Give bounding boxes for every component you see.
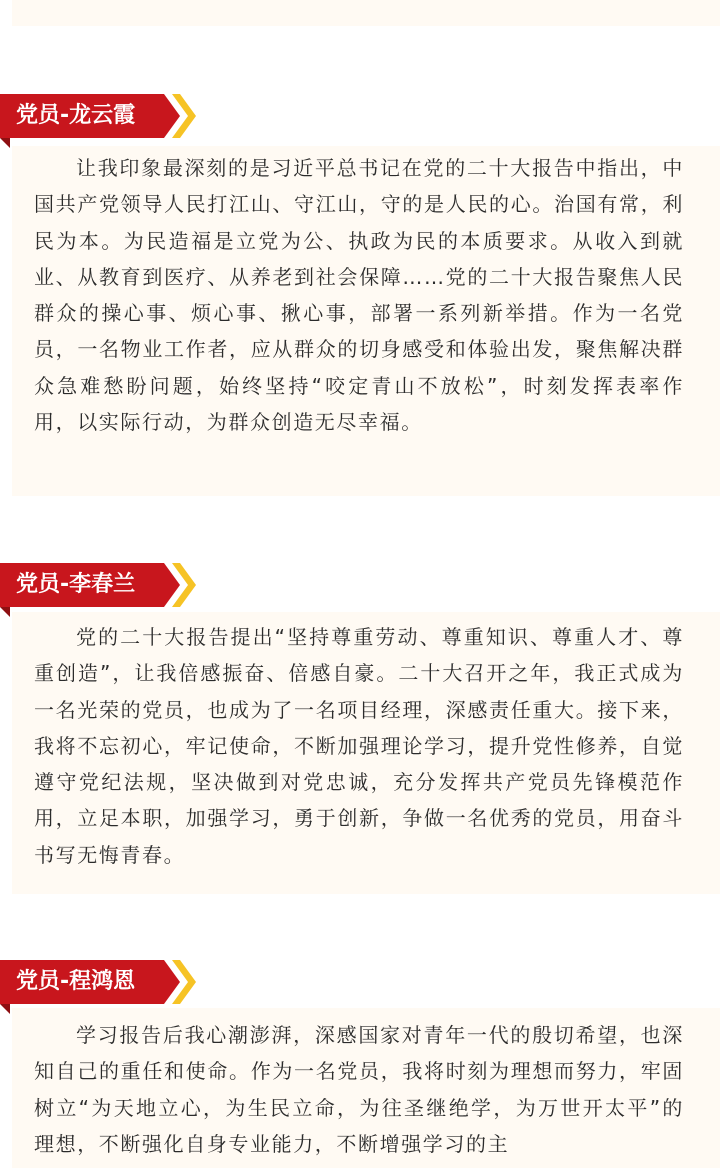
section-tag-label: 党员-程鸿恩 <box>16 969 136 994</box>
section-tag <box>0 563 200 609</box>
section-tag <box>0 960 200 1006</box>
section-tag <box>0 94 200 140</box>
section-tag-label: 党员-李春兰 <box>16 572 136 597</box>
section-paragraph: 党的二十大报告提出“坚持尊重劳动、尊重知识、尊重人才、尊重创造”，让我倍感振奋、倍感自豪。二十大召开之年，我正式成为一名光荣的党员，也成为了一名项目经理，深感责任重大。接下来，我将不忘初心，牢记使命，不断加强理论学习，提升党性修养，自觉遵守党纪法规，坚决做到对党忠诚，充分发挥共产党员先锋模范作用，立足本职，加强学习，勇于创新，争做一名优秀的党员，用奋斗书写无悔青春。 <box>34 625 684 867</box>
section-paragraph: 学习报告后我心潮澎湃，深感国家对青年一代的殷切希望，也深知自己的重任和使命。作为一名党员，我将时刻为理想而努力，牢固树立“为天地立心，为生民立命，为往圣继绝学，为万世开太平”的理想，不断强化自身专业能力，不断增强学习的主 <box>34 1023 684 1156</box>
section-paragraph: 让我印象最深刻的是习近平总书记在党的二十大报告中指出，中国共产党领导人民打江山、守江山，守的是人民的心。治国有常，利民为本。为民造福是立党为公、执政为民的本质要求。从收入到就业、从教育到医疗、从养老到社会保障……党的二十大报告聚焦人民群众的操心事、烦心事、揪心事，部署一系列新举措。作为一名党员，一名物业工作者，应从群众的切身感受和体验出发，聚焦解决群众急难愁盼问题，始终坚持“咬定青山不放松”，时刻发挥表率作用，以实际行动，为群众创造无尽幸福。 <box>34 156 684 435</box>
section-tag-label: 党员-龙云霞 <box>16 103 136 128</box>
previous-card-end <box>12 0 720 26</box>
